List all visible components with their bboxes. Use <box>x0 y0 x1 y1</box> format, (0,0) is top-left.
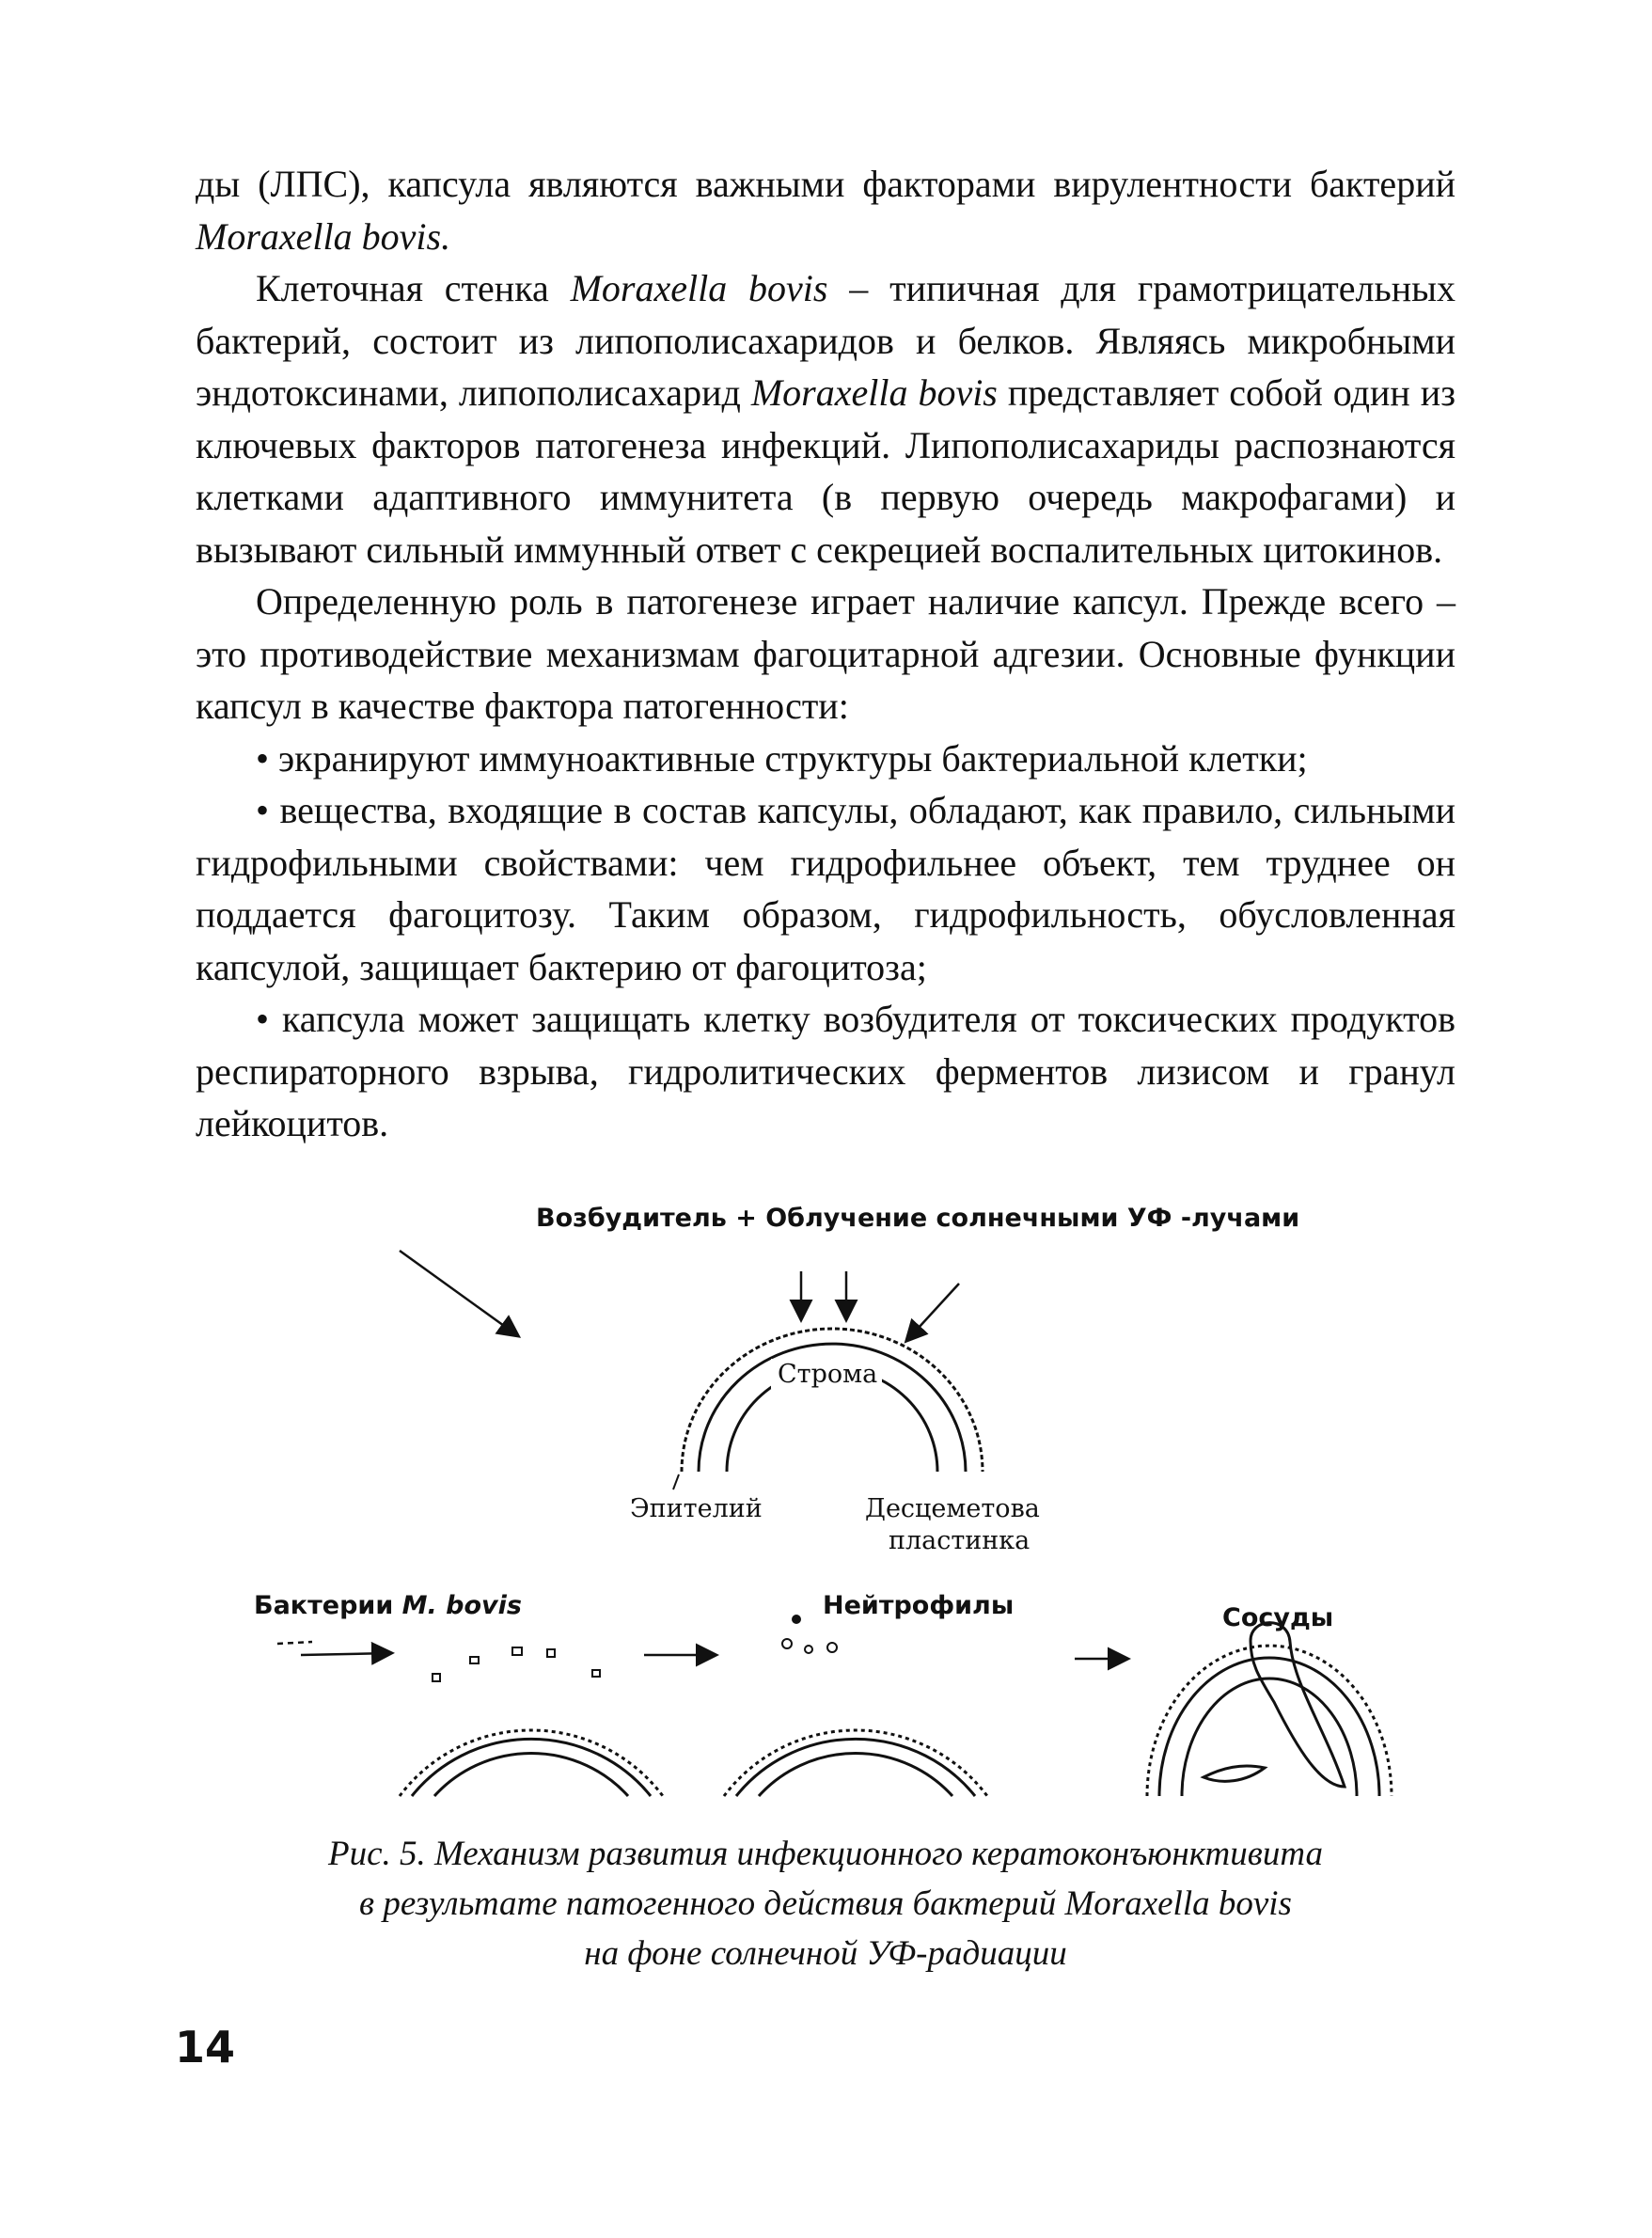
body-text <box>196 158 1455 1150</box>
descemet-label-2: пластинка <box>889 1526 1031 1555</box>
paragraph-1: ды (ЛПС), капсула являются важными факторами вирулентности бактерий Moraxella bovis. <box>196 163 1455 258</box>
bullet-item: • вещества, входящие в состав капсулы, обладают, как правило, сильными гидрофильными свойствами: чем гидрофильнее объект, тем труднее он поддается фагоцитозу. Таким образом, гидрофильность, обусловленная капсулой, защищает бактерию от фагоцитоза; <box>196 789 1455 988</box>
paragraph-2: Клеточная стенка Moraxella bovis – типичная для грамотрицательных бактерий, состоит из липополисахаридов и белков. Являясь микробными эндотоксинами, липополисахарид Moraxella bovis представляет собой один из ключевых факторов патогенеза инфекций. Липополисахариды распознаются клетками адаптивного иммунитета (в первую очередь макрофагами) и вызывают сильный иммунный ответ с секрецией воспалительных цитокинов. <box>196 267 1456 571</box>
cornea-section-top <box>673 1329 983 1489</box>
cornea-stage-3 <box>1147 1623 1392 1796</box>
cornea-stage-2 <box>724 1615 987 1796</box>
stage-arrows <box>644 1655 1126 1659</box>
caption-line: в результате патогенного действия бактерий Moraxella bovis <box>359 1884 1292 1923</box>
figure-caption <box>196 1829 1455 1978</box>
neutrophils-label: Нейтрофилы <box>823 1591 1015 1620</box>
caption-line: на фоне солнечной УФ-радиации <box>584 1934 1067 1973</box>
stroma-label: Строма <box>778 1360 878 1389</box>
keratoconjunctivitis-diagram <box>244 1194 1410 1815</box>
paragraph-3: Определенную роль в патогенезе играет наличие капсул. Прежде всего – это противодействие механизмам фагоцитарной адгезии. Основные функции капсул в качестве фактора патогенности: <box>196 580 1455 727</box>
caption-line: Рис. 5. Механизм развития инфекционного кератоконъюнктивита <box>327 1835 1324 1873</box>
bullet-item: • экранируют иммуноактивные структуры бактериальной клетки; <box>256 736 1308 780</box>
bullet-item: • капсула может защищать клетку возбудителя от токсических продуктов респираторного взрыва, гидролитических ферментов лизисом и гранул лейкоцитов. <box>196 998 1455 1144</box>
descemet-label-1: Десцеметова <box>865 1494 1040 1523</box>
page-number: 14 <box>175 2022 236 2073</box>
uv-rays <box>400 1251 959 1340</box>
bacteria-arrow <box>277 1642 390 1655</box>
vessels-label: Сосуды <box>1222 1603 1334 1632</box>
epithelium-label: Эпителий <box>630 1494 763 1523</box>
bacteria-label: Бактерии M. bovis <box>254 1591 522 1620</box>
cornea-stage-1 <box>400 1647 663 1796</box>
diagram-title: Возбудитель + Облучение солнечными УФ -лучами <box>536 1204 1300 1233</box>
